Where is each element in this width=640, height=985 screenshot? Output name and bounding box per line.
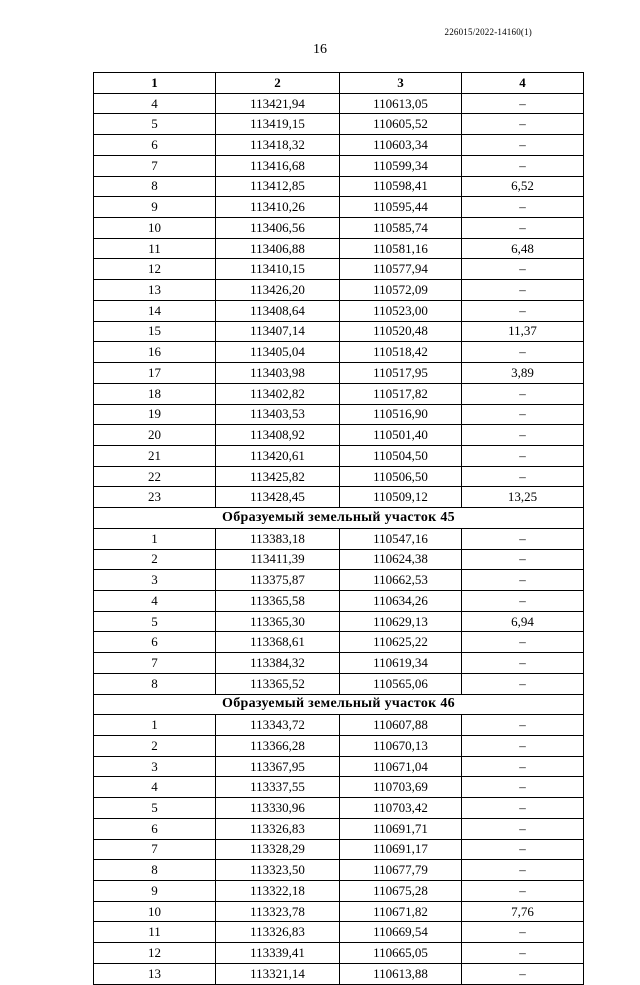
y-coordinate-cell: 110509,12 <box>340 487 462 508</box>
point-number-cell: 8 <box>94 860 216 881</box>
distance-cell: – <box>462 881 584 902</box>
y-coordinate-cell: 110599,34 <box>340 155 462 176</box>
x-coordinate-cell: 113384,32 <box>216 653 340 674</box>
distance-cell: – <box>462 383 584 404</box>
distance-cell: – <box>462 736 584 757</box>
x-coordinate-cell: 113418,32 <box>216 135 340 156</box>
distance-cell: – <box>462 860 584 881</box>
distance-cell: 7,76 <box>462 901 584 922</box>
y-coordinate-cell: 110634,26 <box>340 590 462 611</box>
distance-cell: – <box>462 756 584 777</box>
point-number-cell: 5 <box>94 114 216 135</box>
point-number-cell: 5 <box>94 798 216 819</box>
table-row <box>94 425 584 446</box>
table-row <box>94 404 584 425</box>
table-row <box>94 383 584 404</box>
point-number-cell: 2 <box>94 549 216 570</box>
point-number-cell: 8 <box>94 673 216 694</box>
table-row <box>94 259 584 280</box>
document-number: 226015/2022-14160(1) <box>444 27 532 37</box>
x-coordinate-cell: 113406,88 <box>216 238 340 259</box>
coordinates-table <box>93 72 584 985</box>
y-coordinate-cell: 110518,42 <box>340 342 462 363</box>
y-coordinate-cell: 110624,38 <box>340 549 462 570</box>
section-title: Образуемый земельный участок 46 <box>94 694 584 715</box>
distance-cell: 3,89 <box>462 363 584 384</box>
point-number-cell: 12 <box>94 259 216 280</box>
y-coordinate-cell: 110619,34 <box>340 653 462 674</box>
table-row <box>94 549 584 570</box>
y-coordinate-cell: 110629,13 <box>340 611 462 632</box>
point-number-cell: 1 <box>94 528 216 549</box>
table-row <box>94 114 584 135</box>
y-coordinate-cell: 110517,82 <box>340 383 462 404</box>
point-number-cell: 20 <box>94 425 216 446</box>
point-number-cell: 10 <box>94 218 216 239</box>
point-number-cell: 23 <box>94 487 216 508</box>
distance-cell: – <box>462 570 584 591</box>
point-number-cell: 9 <box>94 197 216 218</box>
column-header: 1 <box>94 73 216 94</box>
table-row <box>94 570 584 591</box>
x-coordinate-cell: 113403,53 <box>216 404 340 425</box>
table-row <box>94 300 584 321</box>
y-coordinate-cell: 110613,05 <box>340 93 462 114</box>
y-coordinate-cell: 110613,88 <box>340 963 462 984</box>
table-row <box>94 197 584 218</box>
y-coordinate-cell: 110516,90 <box>340 404 462 425</box>
y-coordinate-cell: 110501,40 <box>340 425 462 446</box>
table-row <box>94 321 584 342</box>
table-row <box>94 963 584 984</box>
table-row <box>94 673 584 694</box>
x-coordinate-cell: 113321,14 <box>216 963 340 984</box>
x-coordinate-cell: 113337,55 <box>216 777 340 798</box>
x-coordinate-cell: 113421,94 <box>216 93 340 114</box>
section-title: Образуемый земельный участок 45 <box>94 508 584 529</box>
y-coordinate-cell: 110517,95 <box>340 363 462 384</box>
table-row <box>94 487 584 508</box>
table-row <box>94 93 584 114</box>
point-number-cell: 4 <box>94 777 216 798</box>
point-number-cell: 6 <box>94 135 216 156</box>
point-number-cell: 18 <box>94 383 216 404</box>
y-coordinate-cell: 110675,28 <box>340 881 462 902</box>
x-coordinate-cell: 113405,04 <box>216 342 340 363</box>
point-number-cell: 13 <box>94 280 216 301</box>
distance-cell: – <box>462 93 584 114</box>
x-coordinate-cell: 113365,30 <box>216 611 340 632</box>
point-number-cell: 7 <box>94 155 216 176</box>
x-coordinate-cell: 113408,64 <box>216 300 340 321</box>
x-coordinate-cell: 113383,18 <box>216 528 340 549</box>
table-header-row <box>94 73 584 94</box>
section-heading-row <box>94 508 584 529</box>
x-coordinate-cell: 113323,50 <box>216 860 340 881</box>
x-coordinate-cell: 113366,28 <box>216 736 340 757</box>
y-coordinate-cell: 110585,74 <box>340 218 462 239</box>
point-number-cell: 8 <box>94 176 216 197</box>
distance-cell: 11,37 <box>462 321 584 342</box>
x-coordinate-cell: 113425,82 <box>216 466 340 487</box>
y-coordinate-cell: 110669,54 <box>340 922 462 943</box>
point-number-cell: 11 <box>94 238 216 259</box>
distance-cell: – <box>462 280 584 301</box>
distance-cell: – <box>462 155 584 176</box>
x-coordinate-cell: 113426,20 <box>216 280 340 301</box>
x-coordinate-cell: 113402,82 <box>216 383 340 404</box>
x-coordinate-cell: 113410,15 <box>216 259 340 280</box>
x-coordinate-cell: 113411,39 <box>216 549 340 570</box>
point-number-cell: 4 <box>94 93 216 114</box>
column-header: 3 <box>340 73 462 94</box>
x-coordinate-cell: 113420,61 <box>216 445 340 466</box>
point-number-cell: 7 <box>94 653 216 674</box>
table-row <box>94 218 584 239</box>
y-coordinate-cell: 110703,69 <box>340 777 462 798</box>
point-number-cell: 5 <box>94 611 216 632</box>
table-row <box>94 528 584 549</box>
column-header: 2 <box>216 73 340 94</box>
table-row <box>94 466 584 487</box>
point-number-cell: 2 <box>94 736 216 757</box>
distance-cell: – <box>462 466 584 487</box>
distance-cell: – <box>462 445 584 466</box>
table-row <box>94 901 584 922</box>
table-row <box>94 155 584 176</box>
table-row <box>94 881 584 902</box>
distance-cell: – <box>462 653 584 674</box>
y-coordinate-cell: 110595,44 <box>340 197 462 218</box>
point-number-cell: 1 <box>94 715 216 736</box>
point-number-cell: 3 <box>94 570 216 591</box>
x-coordinate-cell: 113339,41 <box>216 943 340 964</box>
distance-cell: – <box>462 818 584 839</box>
y-coordinate-cell: 110504,50 <box>340 445 462 466</box>
x-coordinate-cell: 113410,26 <box>216 197 340 218</box>
table-row <box>94 611 584 632</box>
point-number-cell: 14 <box>94 300 216 321</box>
point-number-cell: 21 <box>94 445 216 466</box>
table-row <box>94 818 584 839</box>
table-row <box>94 798 584 819</box>
distance-cell: – <box>462 404 584 425</box>
distance-cell: 13,25 <box>462 487 584 508</box>
y-coordinate-cell: 110581,16 <box>340 238 462 259</box>
page-number: 16 <box>313 42 327 57</box>
x-coordinate-cell: 113412,85 <box>216 176 340 197</box>
distance-cell: – <box>462 218 584 239</box>
distance-cell: – <box>462 549 584 570</box>
x-coordinate-cell: 113328,29 <box>216 839 340 860</box>
table-row <box>94 632 584 653</box>
x-coordinate-cell: 113428,45 <box>216 487 340 508</box>
x-coordinate-cell: 113367,95 <box>216 756 340 777</box>
x-coordinate-cell: 113407,14 <box>216 321 340 342</box>
table-body <box>94 93 584 984</box>
point-number-cell: 6 <box>94 818 216 839</box>
x-coordinate-cell: 113323,78 <box>216 901 340 922</box>
y-coordinate-cell: 110520,48 <box>340 321 462 342</box>
table-row <box>94 839 584 860</box>
distance-cell: – <box>462 839 584 860</box>
y-coordinate-cell: 110603,34 <box>340 135 462 156</box>
x-coordinate-cell: 113326,83 <box>216 922 340 943</box>
x-coordinate-cell: 113326,83 <box>216 818 340 839</box>
distance-cell: – <box>462 425 584 446</box>
point-number-cell: 17 <box>94 363 216 384</box>
y-coordinate-cell: 110565,06 <box>340 673 462 694</box>
y-coordinate-cell: 110691,17 <box>340 839 462 860</box>
point-number-cell: 16 <box>94 342 216 363</box>
table-row <box>94 280 584 301</box>
x-coordinate-cell: 113408,92 <box>216 425 340 446</box>
point-number-cell: 7 <box>94 839 216 860</box>
column-header: 4 <box>462 73 584 94</box>
point-number-cell: 13 <box>94 963 216 984</box>
x-coordinate-cell: 113343,72 <box>216 715 340 736</box>
x-coordinate-cell: 113406,56 <box>216 218 340 239</box>
x-coordinate-cell: 113375,87 <box>216 570 340 591</box>
distance-cell: – <box>462 528 584 549</box>
y-coordinate-cell: 110625,22 <box>340 632 462 653</box>
y-coordinate-cell: 110703,42 <box>340 798 462 819</box>
distance-cell: – <box>462 342 584 363</box>
x-coordinate-cell: 113322,18 <box>216 881 340 902</box>
x-coordinate-cell: 113419,15 <box>216 114 340 135</box>
y-coordinate-cell: 110662,53 <box>340 570 462 591</box>
distance-cell: – <box>462 632 584 653</box>
table-row <box>94 176 584 197</box>
point-number-cell: 15 <box>94 321 216 342</box>
distance-cell: 6,94 <box>462 611 584 632</box>
table-row <box>94 445 584 466</box>
table-row <box>94 715 584 736</box>
point-number-cell: 6 <box>94 632 216 653</box>
y-coordinate-cell: 110671,82 <box>340 901 462 922</box>
y-coordinate-cell: 110605,52 <box>340 114 462 135</box>
point-number-cell: 12 <box>94 943 216 964</box>
point-number-cell: 11 <box>94 922 216 943</box>
distance-cell: – <box>462 715 584 736</box>
point-number-cell: 3 <box>94 756 216 777</box>
distance-cell: – <box>462 798 584 819</box>
distance-cell: – <box>462 197 584 218</box>
y-coordinate-cell: 110607,88 <box>340 715 462 736</box>
y-coordinate-cell: 110572,09 <box>340 280 462 301</box>
y-coordinate-cell: 110547,16 <box>340 528 462 549</box>
table-row <box>94 238 584 259</box>
section-heading-row <box>94 694 584 715</box>
table-row <box>94 943 584 964</box>
distance-cell: – <box>462 777 584 798</box>
table-row <box>94 922 584 943</box>
y-coordinate-cell: 110671,04 <box>340 756 462 777</box>
x-coordinate-cell: 113365,52 <box>216 673 340 694</box>
y-coordinate-cell: 110506,50 <box>340 466 462 487</box>
table-row <box>94 135 584 156</box>
table-row <box>94 736 584 757</box>
table-row <box>94 363 584 384</box>
distance-cell: – <box>462 135 584 156</box>
distance-cell: – <box>462 963 584 984</box>
distance-cell: – <box>462 673 584 694</box>
y-coordinate-cell: 110670,13 <box>340 736 462 757</box>
table-row <box>94 756 584 777</box>
distance-cell: – <box>462 590 584 611</box>
x-coordinate-cell: 113330,96 <box>216 798 340 819</box>
distance-cell: – <box>462 259 584 280</box>
point-number-cell: 22 <box>94 466 216 487</box>
x-coordinate-cell: 113416,68 <box>216 155 340 176</box>
y-coordinate-cell: 110691,71 <box>340 818 462 839</box>
distance-cell: – <box>462 300 584 321</box>
point-number-cell: 10 <box>94 901 216 922</box>
point-number-cell: 4 <box>94 590 216 611</box>
y-coordinate-cell: 110665,05 <box>340 943 462 964</box>
y-coordinate-cell: 110677,79 <box>340 860 462 881</box>
table-row <box>94 777 584 798</box>
y-coordinate-cell: 110577,94 <box>340 259 462 280</box>
y-coordinate-cell: 110598,41 <box>340 176 462 197</box>
distance-cell: 6,48 <box>462 238 584 259</box>
point-number-cell: 9 <box>94 881 216 902</box>
point-number-cell: 19 <box>94 404 216 425</box>
table-row <box>94 860 584 881</box>
distance-cell: – <box>462 943 584 964</box>
table-row <box>94 590 584 611</box>
y-coordinate-cell: 110523,00 <box>340 300 462 321</box>
distance-cell: – <box>462 114 584 135</box>
x-coordinate-cell: 113368,61 <box>216 632 340 653</box>
x-coordinate-cell: 113365,58 <box>216 590 340 611</box>
distance-cell: 6,52 <box>462 176 584 197</box>
x-coordinate-cell: 113403,98 <box>216 363 340 384</box>
table-row <box>94 342 584 363</box>
table-row <box>94 653 584 674</box>
distance-cell: – <box>462 922 584 943</box>
